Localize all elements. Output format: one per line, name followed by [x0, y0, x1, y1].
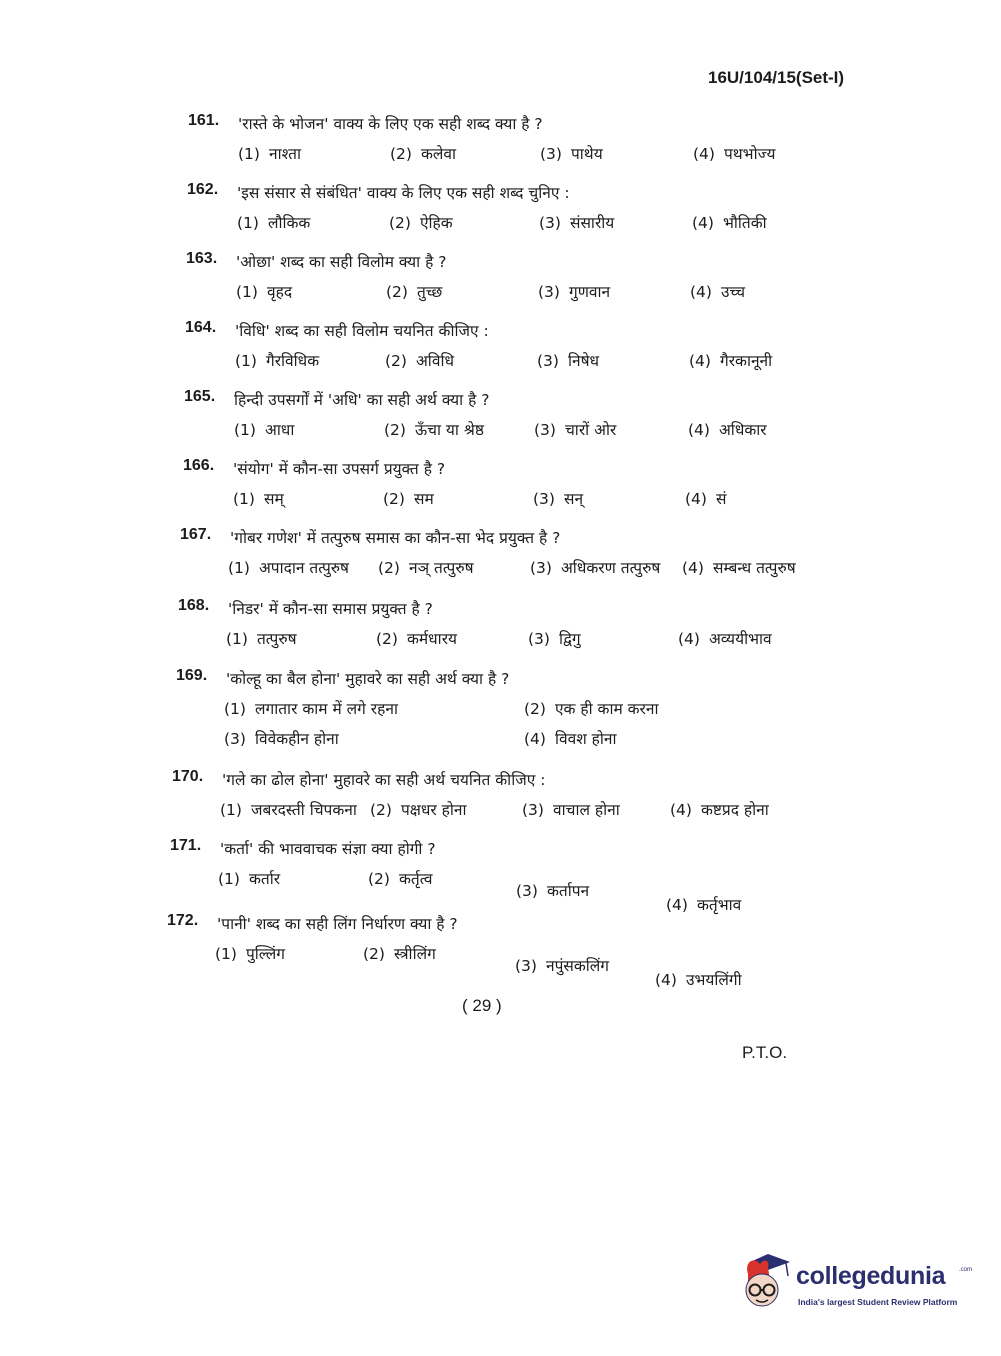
question-162	[187, 179, 947, 241]
question-text: 'पानी' शब्द का सही लिंग निर्धारण क्या है ?	[217, 915, 458, 933]
question-164	[185, 317, 945, 379]
pto-label: P.T.O.	[742, 1043, 788, 1062]
option-4: (4) कष्टप्रद होना	[670, 801, 769, 819]
question-text: 'विधि' शब्द का सही विलोम चयनित कीजिए :	[235, 322, 489, 340]
question-166	[183, 455, 943, 517]
option-4: (4) भौतिकी	[692, 214, 767, 232]
question-number: 168.	[178, 597, 210, 614]
question-number: 165.	[184, 388, 216, 405]
question-number: 163.	[186, 250, 218, 267]
option-3: (3) वाचाल होना	[522, 801, 620, 819]
option-4: (4) विवश होना	[524, 730, 617, 748]
option-1: (1) सम्	[233, 490, 284, 508]
question-number: 169.	[176, 667, 208, 684]
option-2: (2) स्त्रीलिंग	[363, 945, 436, 963]
option-1: (1) वृहद	[236, 283, 293, 301]
question-number: 161.	[188, 112, 220, 129]
option-3: (3) संसारीय	[539, 214, 615, 232]
question-text: 'संयोग' में कौन-सा उपसर्ग प्रयुक्त है ?	[233, 460, 446, 478]
option-1: (1) जबरदस्ती चिपकना	[220, 801, 357, 819]
option-2: (2) कर्तृत्व	[368, 870, 433, 888]
option-3: (3) गुणवान	[538, 283, 611, 301]
question-text: हिन्दी उपसर्गों में 'अधि' का सही अर्थ क्या है ?	[234, 391, 490, 409]
option-3: (3) नपुंसकलिंग	[515, 957, 610, 975]
option-1: (1) लगातार काम में लगे रहना	[224, 700, 398, 718]
question-number: 171.	[170, 837, 202, 854]
question-167	[180, 524, 940, 586]
option-4: (4) कर्तृभाव	[666, 896, 742, 914]
question-text: 'ओछा' शब्द का सही विलोम क्या है ?	[236, 253, 447, 271]
question-text: 'गोबर गणेश' में तत्पुरुष समास का कौन-सा भेद प्रयुक्त है ?	[230, 529, 561, 547]
question-text: 'कोल्हू का बैल होना' मुहावरे का सही अर्थ क्या है ?	[226, 670, 510, 688]
question-text: 'इस संसार से संबंधित' वाक्य के लिए एक सही शब्द चुनिए :	[237, 184, 570, 202]
page-number: ( 29 )	[462, 996, 502, 1015]
option-1: (1) लौकिक	[237, 214, 311, 232]
option-4: (4) गैरकानूनी	[689, 352, 773, 370]
question-171	[170, 835, 930, 914]
question-170	[172, 766, 932, 828]
option-3: (3) विवेकहीन होना	[224, 730, 339, 748]
option-1: (1) कर्तार	[218, 870, 281, 888]
option-4: (4) पथभोज्य	[693, 145, 776, 163]
option-4: (4) सं	[685, 490, 727, 508]
collegedunia-watermark	[740, 1250, 973, 1320]
option-2: (2) सम	[383, 490, 434, 508]
question-168	[178, 595, 938, 657]
option-1: (1) तत्पुरुष	[226, 630, 297, 648]
option-2: (2) ऐहिक	[389, 214, 453, 232]
option-2: (2) एक ही काम करना	[524, 700, 659, 718]
option-3: (3) सन्	[533, 490, 584, 508]
option-4: (4) सम्बन्ध तत्पुरुष	[682, 559, 796, 577]
question-165	[184, 386, 944, 448]
option-2: (2) तुच्छ	[386, 283, 443, 301]
option-2: (2) नञ् तत्पुरुष	[378, 559, 474, 577]
question-number: 172.	[167, 912, 199, 929]
option-4: (4) उभयलिंगी	[655, 971, 742, 989]
option-4: (4) अधिकार	[688, 421, 767, 439]
brand-suffix: .com	[959, 1267, 973, 1273]
paper-code: 16U/104/15(Set-I)	[708, 68, 845, 87]
question-number: 166.	[183, 457, 215, 474]
option-4: (4) अव्ययीभाव	[678, 630, 772, 648]
question-number: 164.	[185, 319, 217, 336]
brand-name: collegedunia	[796, 1262, 946, 1290]
question-number: 162.	[187, 181, 219, 198]
question-text: 'कर्ता' की भाववाचक संज्ञा क्या होगी ?	[220, 840, 436, 858]
question-number: 170.	[172, 768, 204, 785]
option-1: (1) गैरविधिक	[235, 352, 320, 370]
option-2: (2) अविधि	[385, 352, 454, 370]
question-text: 'निडर' में कौन-सा समास प्रयुक्त है ?	[228, 600, 433, 618]
question-text: 'रास्ते के भोजन' वाक्य के लिए एक सही शब्द क्या है ?	[238, 115, 543, 133]
option-1: (1) नाश्ता	[238, 145, 302, 163]
option-2: (2) ऊँचा या श्रेष्ठ	[384, 421, 484, 439]
option-2: (2) पक्षधर होना	[370, 801, 467, 819]
question-169	[176, 665, 936, 753]
option-2: (2) कलेवा	[390, 145, 457, 163]
question-text: 'गले का ढोल होना' मुहावरे का सही अर्थ चयनित कीजिए :	[222, 771, 546, 789]
option-3: (3) द्विगु	[528, 630, 581, 648]
mascot-icon	[740, 1252, 794, 1310]
brand-tagline: India's largest Student Review Platform	[798, 1297, 958, 1307]
option-1: (1) आधा	[234, 421, 295, 439]
option-3: (3) अधिकरण तत्पुरुष	[530, 559, 661, 577]
question-number: 167.	[180, 526, 212, 543]
option-3: (3) कर्तापन	[516, 882, 590, 900]
option-1: (1) अपादान तत्पुरुष	[228, 559, 349, 577]
question-163	[186, 248, 946, 310]
option-1: (1) पुल्लिंग	[215, 945, 286, 963]
option-2: (2) कर्मधारय	[376, 630, 458, 648]
option-3: (3) चारों ओर	[534, 421, 617, 439]
option-3: (3) निषेध	[537, 352, 600, 370]
option-3: (3) पाथेय	[540, 145, 603, 163]
question-161	[188, 110, 948, 172]
option-4: (4) उच्च	[690, 283, 746, 301]
question-172	[167, 910, 927, 989]
